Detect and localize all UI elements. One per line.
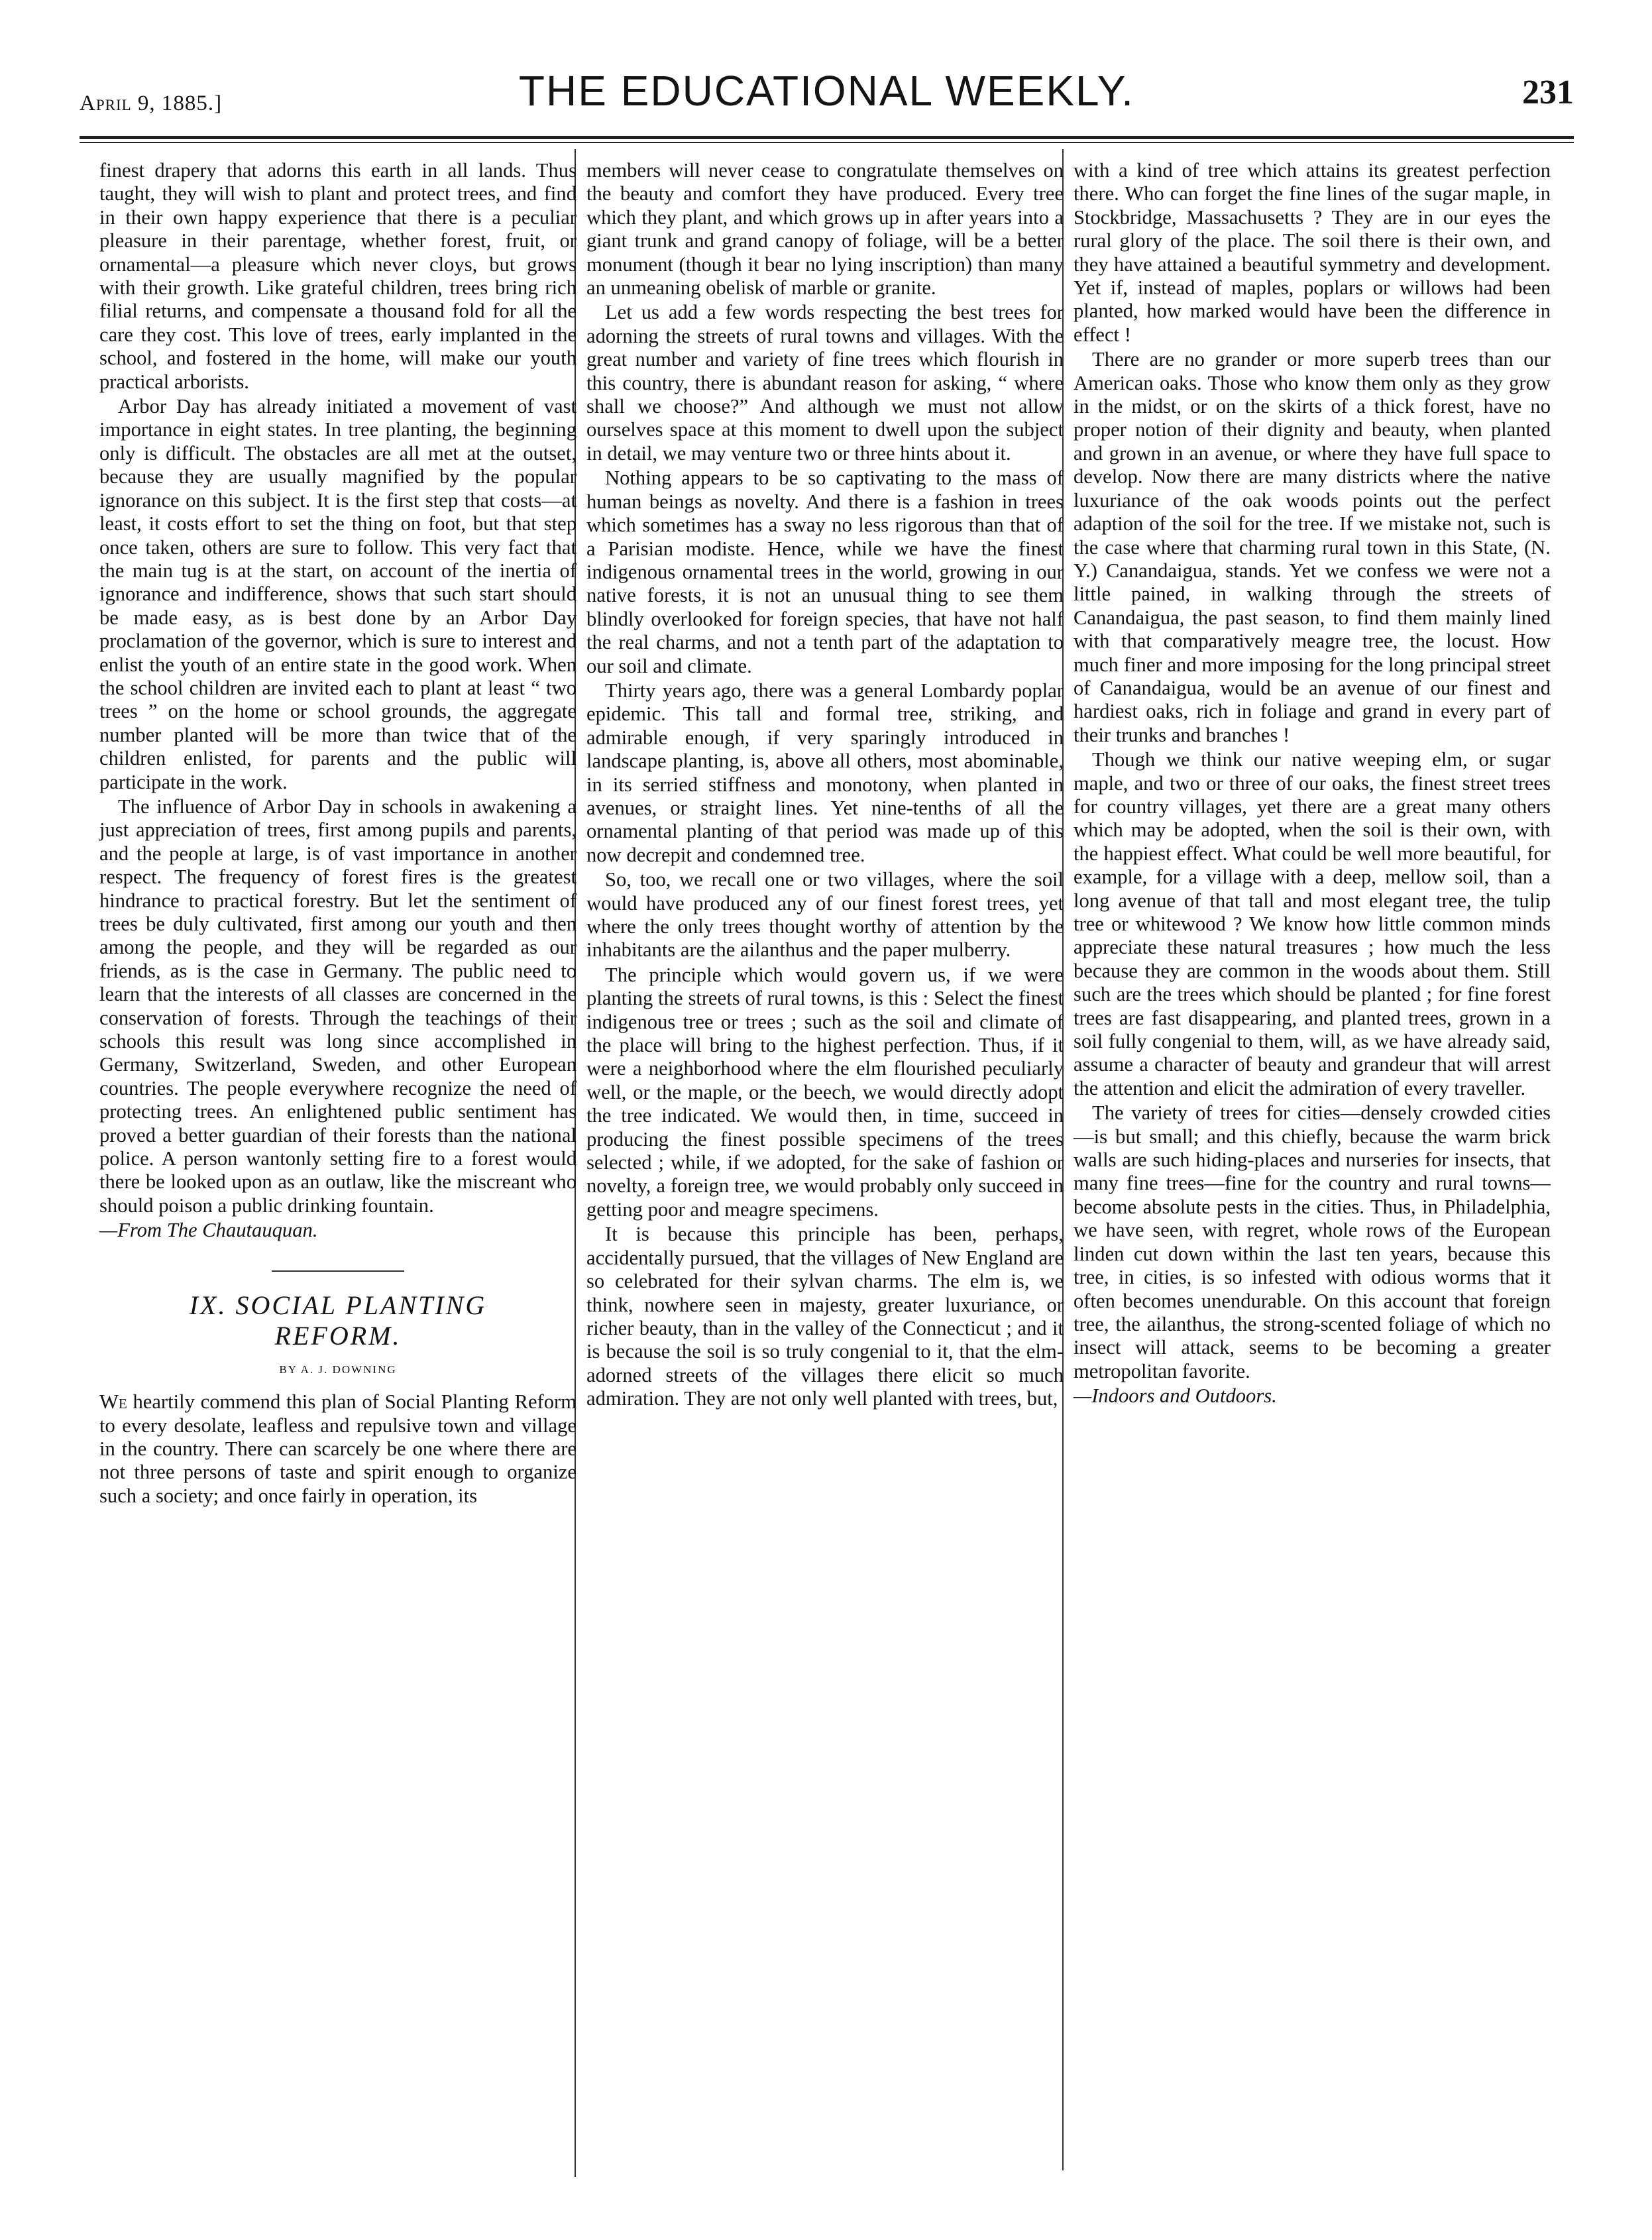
paragraph-text: heartily commend this plan of Social Planting Reform to every desolate, leafless and repulsive town and village in the country. There can scarcely be one where there are not three persons of taste and spirit enough to organize such a society; and once fairly in operation, its — [99, 1390, 577, 1507]
article-title-line: IX. SOCIAL PLANTING — [189, 1290, 487, 1320]
paragraph: There are no grander or more superb trees than our American oaks. Those who know them only as they grow in the midst, or on the skirts of a thick forest, have no proper notion of their dignity and beauty, when planted and grown in an avenue, or where they have full space to develop. Now there are many districts where the native luxuriance of the oak woods points out the perfect adaption of the soil for the tree. If we mistake not, such is the case where that charming rural town in this State, (N. Y.) Canandaigua, stands. Yet we confess we were not a little pained, in walking through the streets of Canandaigua, the past season, to find them mainly lined with that comparatively meagre tree, the locust. How much finer and more imposing for the long principal street of Canandaigua, would be an avenue of our finest and hardiest oaks, rich in foliage and grand in every part of their trunks and branches ! — [1074, 348, 1551, 746]
source-attribution: —From The Chautauquan. — [99, 1219, 318, 1242]
lead-word: We — [99, 1390, 127, 1414]
paragraph: members will never cease to congratulate themselves on the beauty and comfort they have produced. Every tree which they plant, and which grows up in after years into a giant trunk and grand canopy of foliage, will be a better monument (though it bear no lying inscription) than many an unmeaning obelisk of marble or granite. — [586, 159, 1064, 300]
column-3 — [1074, 159, 1551, 1410]
paragraph: Nothing appears to be so captivating to the mass of human beings as novelty. And there is a fashion in trees which sometimes has a sway no less rigorous than that of a Parisian modiste. Hence, while we have the finest indigenous ornamental trees in the world, growing in our native forests, it is not an unusual thing to see them blindly overlooked for foreign species, that have not half the real charms, and not a tenth part of the adaptation to our soil and climate. — [586, 467, 1064, 677]
paragraph: finest drapery that adorns this earth in all lands. Thus taught, they will wish to plant and protect trees, and find in their own happy experience that there is a peculiar pleasure in their parentage, whether forest, fruit, or ornamental—a pleasure which never cloys, but grows with their growth. Like grateful children, trees bring rich filial returns, and compensate a thousand fold for all the care they cost. This love of trees, early implanted in the school, and fostered in the home, will make our youth practical arborists. — [99, 159, 577, 393]
article-title — [99, 1290, 577, 1351]
source-attribution: —Indoors and Outdoors. — [1074, 1384, 1277, 1408]
section-divider — [272, 1270, 404, 1272]
column-2 — [586, 159, 1064, 1412]
page-number: 231 — [1522, 74, 1574, 111]
paragraph: It is because this principle has been, perhaps, accidentally pursued, that the villages of New England are so celebrated for their sylvan charms. The elm is, we think, nowhere seen in majesty, greater luxuriance, or richer beauty, than in the valley of the Connecticut ; and it is because the soil is so truly congenial to it, that the elm-adorned streets of the villages there elicit so much admiration. They are not only well planted with trees, but, — [586, 1223, 1064, 1410]
issue-date: April 9, 1885.] — [80, 91, 223, 115]
paragraph: So, too, we recall one or two villages, where the soil would have produced any of our finest forest trees, yet where the only trees thought worthy of attention by the inhabitants are the ailanthus and the paper mulberry. — [586, 868, 1064, 962]
paragraph: The influence of Arbor Day in schools in awakening a just appreciation of trees, first among pupils and parents, and the people at large, is of vast importance in another respect. The frequency of forest fires is the greatest hindrance to practical forestry. But let the sentiment of trees be duly cultivated, first among our youth and then among the people, and they will be regarded as our friends, as is the case in Germany. The public need to learn that the interests of all classes are concerned in the conservation of forests. Through the teachings of their schools this result was long since accomplished in Germany, Switzerland, Sweden, and other European countries. The people everywhere recognize the need of protecting trees. An enlightened public sentiment has proved a better guardian of their forests than the national police. A person wantonly setting fire to a forest would there be looked upon as an outlaw, like the miscreant who should poison a public drinking fountain. — [99, 795, 577, 1217]
paragraph: The principle which would govern us, if we were planting the streets of rural towns, is this : Select the finest indigenous tree or trees ; such as the soil and climate of the place will bring to the highest perfection. Thus, if it were a neighborhood where the elm flourished peculiarly well, or the maple, or the beech, we would directly adopt the tree indicated. We would then, in time, succeed in producing the finest possible specimens of the trees selected ; while, if we adopted, for the sake of fashion or novelty, a foreign tree, we would probably only succeed in getting poor and meagre specimens. — [586, 963, 1064, 1221]
paragraph: Thirty years ago, there was a general Lombardy poplar epidemic. This tall and formal tree, striking, and admirable enough, if very sparingly introduced in landscape planting, is, above all others, most abominable, in its serried stiffness and monotony, when planted in avenues, or straight lines. Yet nine-tenths of all the ornamental planting of that period was made up of this now decrepit and condemned tree. — [586, 679, 1064, 866]
paragraph: The variety of trees for cities—densely crowded cities—is but small; and this chiefly, because the warm brick walls are such hiding-places and nurseries for insects, that many fine trees—fine for the country and rural towns—become absolute pests in the cities. Thus, in Philadelphia, we have seen, with regret, whole rows of the European linden cut down within the last ten years, because this tree, in cities, is so infested with odious worms that it often becomes unendurable. On this account that foreign tree, the ailanthus, the strong-scented foliage of which no insect will attack, seems to be becoming a greater metropolitan favorite. — [1074, 1101, 1551, 1382]
paragraph — [99, 1390, 577, 1508]
paragraph: with a kind of tree which attains its greatest perfection there. Who can forget the fine lines of the sugar maple, in Stockbridge, Massachusetts ? They are in our eyes the rural glory of the place. The soil there is their own, and they have attained a beautiful symmetry and development. Yet if, instead of maples, poplars or willows had been planted, how marked would have been the difference in effect ! — [1074, 159, 1551, 346]
article-title-line: REFORM. — [274, 1320, 402, 1351]
header-rule-thick — [80, 136, 1574, 139]
publication-title: THE EDUCATIONAL WEEKLY. — [518, 67, 1135, 115]
byline: BY A. J. DOWNING — [279, 1363, 397, 1376]
paragraph: Arbor Day has already initiated a movement of vast importance in eight states. In tree planting, the beginning only is difficult. The obstacles are all met at the outset, because they are usually magnified by the popular ignorance on this subject. It is the first step that costs—at least, it costs effort to set the thing on foot, but that step once taken, others are sure to follow. This very fact that the main tug is at the start, on account of the inertia of ignorance and indifference, shows that such start should be made easy, as is best done by an Arbor Day proclamation of the governor, which is sure to interest and enlist the youth of an entire state in the good work. When the school children are invited each to plant at least “ two trees ” on the home or school grounds, the aggregate number planted will be more than twice that of the children enlisted, for parents and the public will participate in the work. — [99, 395, 577, 793]
paragraph: Let us add a few words respecting the best trees for adorning the streets of rural towns and villages. With the great number and variety of fine trees which flourish in this country, there is abundant reason for asking, “ where shall we choose?” And although we must not allow ourselves space at this moment to dwell upon the subject in detail, we may venture two or three hints about it. — [586, 301, 1064, 465]
paragraph: Though we think our native weeping elm, or sugar maple, and two or three of our oaks, the finest street trees for country villages, yet there are a great many others which may be adopted, when the soil is their own, with the happiest effect. What could be well more beautiful, for example, for a village with a deep, mellow soil, than a long avenue of that tall and most elegant tree, the tulip tree or whitewood ? We know how little common minds appreciate these natural treasures ; how much the less because they are common in the woods about them. Still such are the trees which should be planted ; for fine forest trees are fast disappearing, and planted trees, grown in a soil fully congenial to them, will, as we have already said, assume a character of beauty and grandeur that will arrest the attention and elicit the admiration of every traveller. — [1074, 748, 1551, 1099]
column-1 — [99, 159, 577, 1509]
header-rule-thin — [80, 142, 1574, 143]
page-header — [80, 66, 1574, 119]
